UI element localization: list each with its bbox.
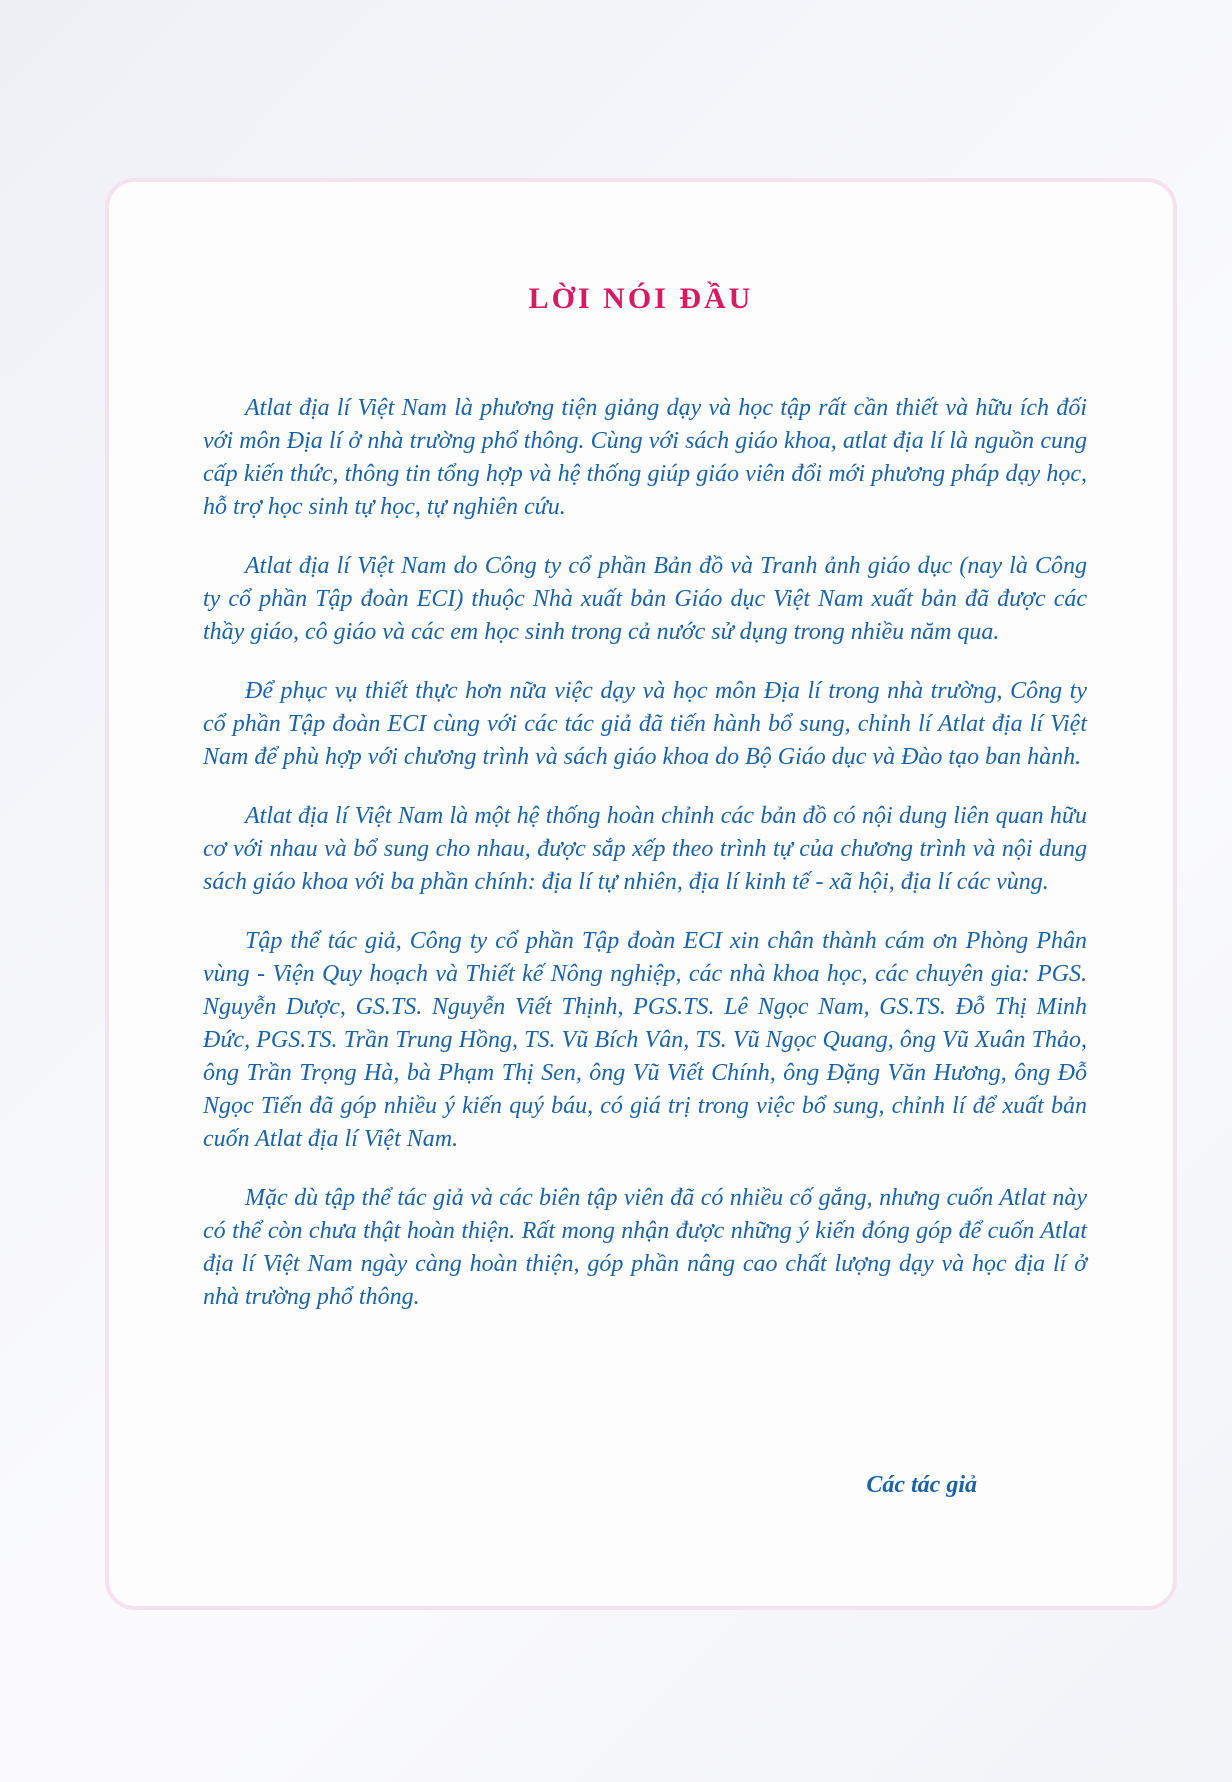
paragraph-1: Atlat địa lí Việt Nam là phương tiện giảng dạy và học tập rất cần thiết và hữu ích đối với môn Địa lí ở nhà trường phổ thông. Cùng với sách giáo khoa, atlat địa lí là nguồn cung cấp kiến thức, thông tin tổng hợp và hệ thống giúp giáo viên đổi mới phương pháp dạy học, hỗ trợ học sinh tự học, tự nghiên cứu. [203,395,1087,520]
page-frame [105,178,1177,1610]
paragraph-4: Atlat địa lí Việt Nam là một hệ thống hoàn chỉnh các bản đồ có nội dung liên quan hữu cơ với nhau và bổ sung cho nhau, được sắp xếp theo trình tự của chương trình và nội dung sách giáo khoa với ba phần chính: địa lí tự nhiên, địa lí kinh tế - xã hội, địa lí các vùng. [203,803,1087,895]
paragraph-2: Atlat địa lí Việt Nam do Công ty cổ phần Bản đồ và Tranh ảnh giáo dục (nay là Công ty cổ phần Tập đoàn ECI) thuộc Nhà xuất bản Giáo dục Việt Nam xuất bản đã được các thầy giáo, cô giáo và các em học sinh trong cả nước sử dụng trong nhiều năm qua. [203,553,1087,645]
signature: Các tác giả [866,1472,977,1498]
page-title: LỜI NÓI ĐẦU [528,282,754,315]
preface-body [203,392,1087,1340]
paragraph-5: Tập thể tác giả, Công ty cổ phần Tập đoàn ECI xin chân thành cám ơn Phòng Phân vùng - Viện Quy hoạch và Thiết kế Nông nghiệp, các nhà khoa học, các chuyên gia: PGS. Nguyễn Dược, GS.TS. Nguyễn Viết Thịnh, PGS.TS. Lê Ngọc Nam, GS.TS. Đỗ Thị Minh Đức, PGS.TS. Trần Trung Hồng, TS. Vũ Bích Vân, TS. Vũ Ngọc Quang, ông Vũ Xuân Thảo, ông Trần Trọng Hà, bà Phạm Thị Sen, ông Vũ Viết Chính, ông Đặng Văn Hương, ông Đỗ Ngọc Tiến đã góp nhiều ý kiến quý báu, có giá trị trong việc bổ sung, chỉnh lí để xuất bản cuốn Atlat địa lí Việt Nam. [203,928,1087,1152]
paragraph-6: Mặc dù tập thể tác giả và các biên tập viên đã có nhiều cố gắng, nhưng cuốn Atlat này có thể còn chưa thật hoàn thiện. Rất mong nhận được những ý kiến đóng góp để cuốn Atlat địa lí Việt Nam ngày càng hoàn thiện, góp phần nâng cao chất lượng dạy và học địa lí ở nhà trường phổ thông. [203,1185,1087,1310]
paragraph-3: Để phục vụ thiết thực hơn nữa việc dạy và học môn Địa lí trong nhà trường, Công ty cổ phần Tập đoàn ECI cùng với các tác giả đã tiến hành bổ sung, chỉnh lí Atlat địa lí Việt Nam để phù hợp với chương trình và sách giáo khoa do Bộ Giáo dục và Đào tạo ban hành. [203,678,1087,770]
